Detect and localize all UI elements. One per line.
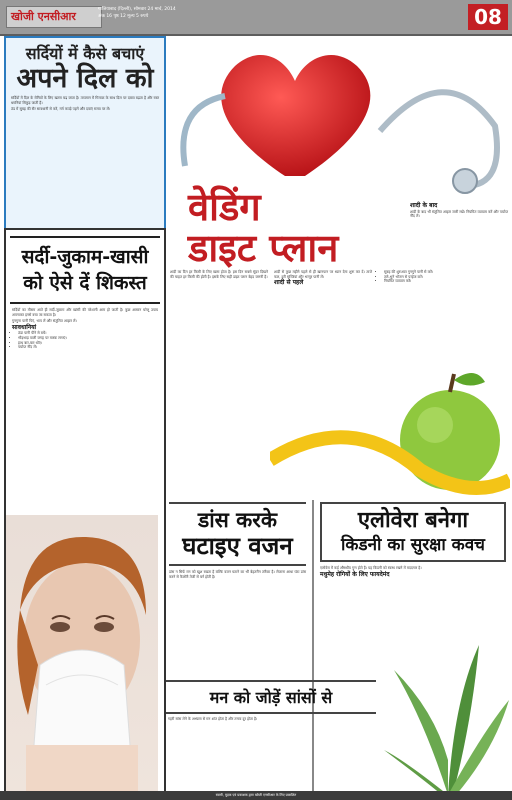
dance-title-line2: घटाइए वजन — [182, 532, 293, 560]
imprint-footer: स्वामी, मुद्रक एवं प्रकाशक द्वारा खोजी एनसीआर के लिए प्रकाशित — [0, 791, 512, 800]
apple-icon — [400, 390, 500, 490]
leaf-icon — [454, 373, 485, 386]
woman-sneezing-illustration — [6, 515, 158, 795]
list-item: • ठंडा पानी पीने से बचें। — [18, 331, 158, 336]
breathing-body — [166, 714, 376, 727]
page-number: 08 — [468, 4, 508, 30]
article-heart-kicker: सर्दियों में कैसे बचाएं — [25, 44, 145, 63]
paragraph: सर्दियों में दिल के रोगियों के लिए खतरा बढ़ जाता है। तापमान में गिरावट के साथ दिल पर दबाव बढ़ता है और रक्त धमनियां सिकुड़ जाती हैं। — [11, 96, 159, 105]
list-item: • तले-भुने भोजन से परहेज करें। — [384, 275, 476, 280]
heart-icon — [221, 55, 370, 176]
woman-sneezing-photo — [6, 515, 158, 795]
precaution-list — [12, 331, 158, 349]
breathing-title: मन को जोड़ें सांसों से — [166, 680, 376, 714]
wedding-title — [188, 185, 378, 270]
article-heart-headline: अपने दिल को — [16, 63, 154, 94]
breathing-article — [166, 680, 376, 790]
paragraph: डांस न सिर्फ मन को खुश रखता है बल्कि वजन घटाने का भी बेहतरीन तरीका है। रोजाना आधा घंटा डांस करने से कैलोरी तेजी से बर्न होती है। — [169, 570, 306, 579]
issue-info — [98, 6, 218, 28]
paragraph: शादी के बाद भी संतुलित आहार जारी रखें। नियमित व्यायाम करें और पर्याप्त नींद लें। — [410, 209, 508, 219]
paragraph: शादी का दिन हर किसी के लिए खास होता है। इस दिन सबसे सुंदर दिखने की चाहत हर किसी की होती है। इसके लिए सही डाइट प्लान बेहद जरूरी है। — [170, 270, 268, 279]
wedding-subhead: शादी से पहले — [274, 279, 304, 287]
aloevera-subhead: मधुमेह रोगियों के लिए फायदेमंद — [320, 570, 390, 578]
article-heart-body — [6, 94, 164, 116]
article-heart — [4, 36, 166, 230]
aloevera-title-line2: किडनी का सुरक्षा कवच — [341, 535, 485, 555]
dance-title — [169, 502, 306, 566]
issue-date: गाजियाबाद (दिल्ली), सोमवार 24 मार्च, 2014 — [98, 7, 176, 12]
issue-edition: अंक 16 पृष्ठ 12 मूल्य 5 रुपये — [98, 14, 149, 19]
list-item: • सुबह की शुरुआत गुनगुने पानी से करें। — [384, 270, 476, 275]
paragraph: सर्दियों का मौसम आते ही सर्दी-जुकाम और खांसी की परेशानी आम हो जाती है। कुछ आसान घरेलू उपाय अपनाकर इनसे बचा जा सकता है। — [12, 308, 158, 317]
paragraph: गुनगुना पानी पिएं, भाप लें और संतुलित आहार लें। — [12, 319, 77, 324]
aloevera-title — [320, 502, 506, 562]
paragraph: एलोवेरा में कई औषधीय गुण होते हैं। यह किडनी को स्वस्थ रखने में मददगार है। — [320, 566, 422, 570]
paragraph: गहरी सांस लेने के अभ्यास से मन शांत होता है और तनाव दूर होता है। — [168, 717, 258, 721]
newspaper-logo: खोजी एनसीआर — [6, 6, 102, 28]
dance-title-line1: डांस करके — [197, 508, 278, 532]
list-item: • नियमित व्यायाम करें। — [384, 279, 476, 284]
article-cold-body — [6, 306, 164, 352]
paragraph: ठंड में सुबह की सैर सावधानी से करें, गर्म कपड़े पहनें और दवाएं समय पर लें। — [11, 107, 111, 112]
article-cold-subhead: सावधानियां — [12, 323, 37, 331]
apple-tape-illustration — [270, 350, 510, 500]
heart-stethoscope-illustration — [165, 36, 508, 196]
wedding-title-line2: डाइट प्लान — [188, 226, 339, 270]
article-cold-headline: सर्दी-जुकाम-खासी को ऐसे दें शिकस्त — [10, 236, 160, 304]
wedding-title-line1: वेडिंग — [188, 185, 261, 229]
paragraph: शादी से कुछ महीने पहले से ही खानपान पर ध्यान देना शुरू कर दें। ताजे फल, हरी सब्जियां और भरपूर पानी लें। — [274, 270, 372, 279]
list-item: • पर्याप्त नींद लें। — [18, 345, 158, 350]
list-item: • हाथ बार-बार धोएं। — [18, 341, 158, 346]
after-wedding-subhead: शादी के बाद — [410, 202, 438, 209]
aloevera-body — [314, 566, 512, 577]
list-item: • भीड़भाड़ वाली जगह पर मास्क लगाएं। — [18, 336, 158, 341]
aloe-plant-illustration — [384, 640, 512, 795]
aloevera-title-line1: एलोवेरा बनेगा — [357, 508, 469, 533]
dance-body — [165, 570, 310, 579]
